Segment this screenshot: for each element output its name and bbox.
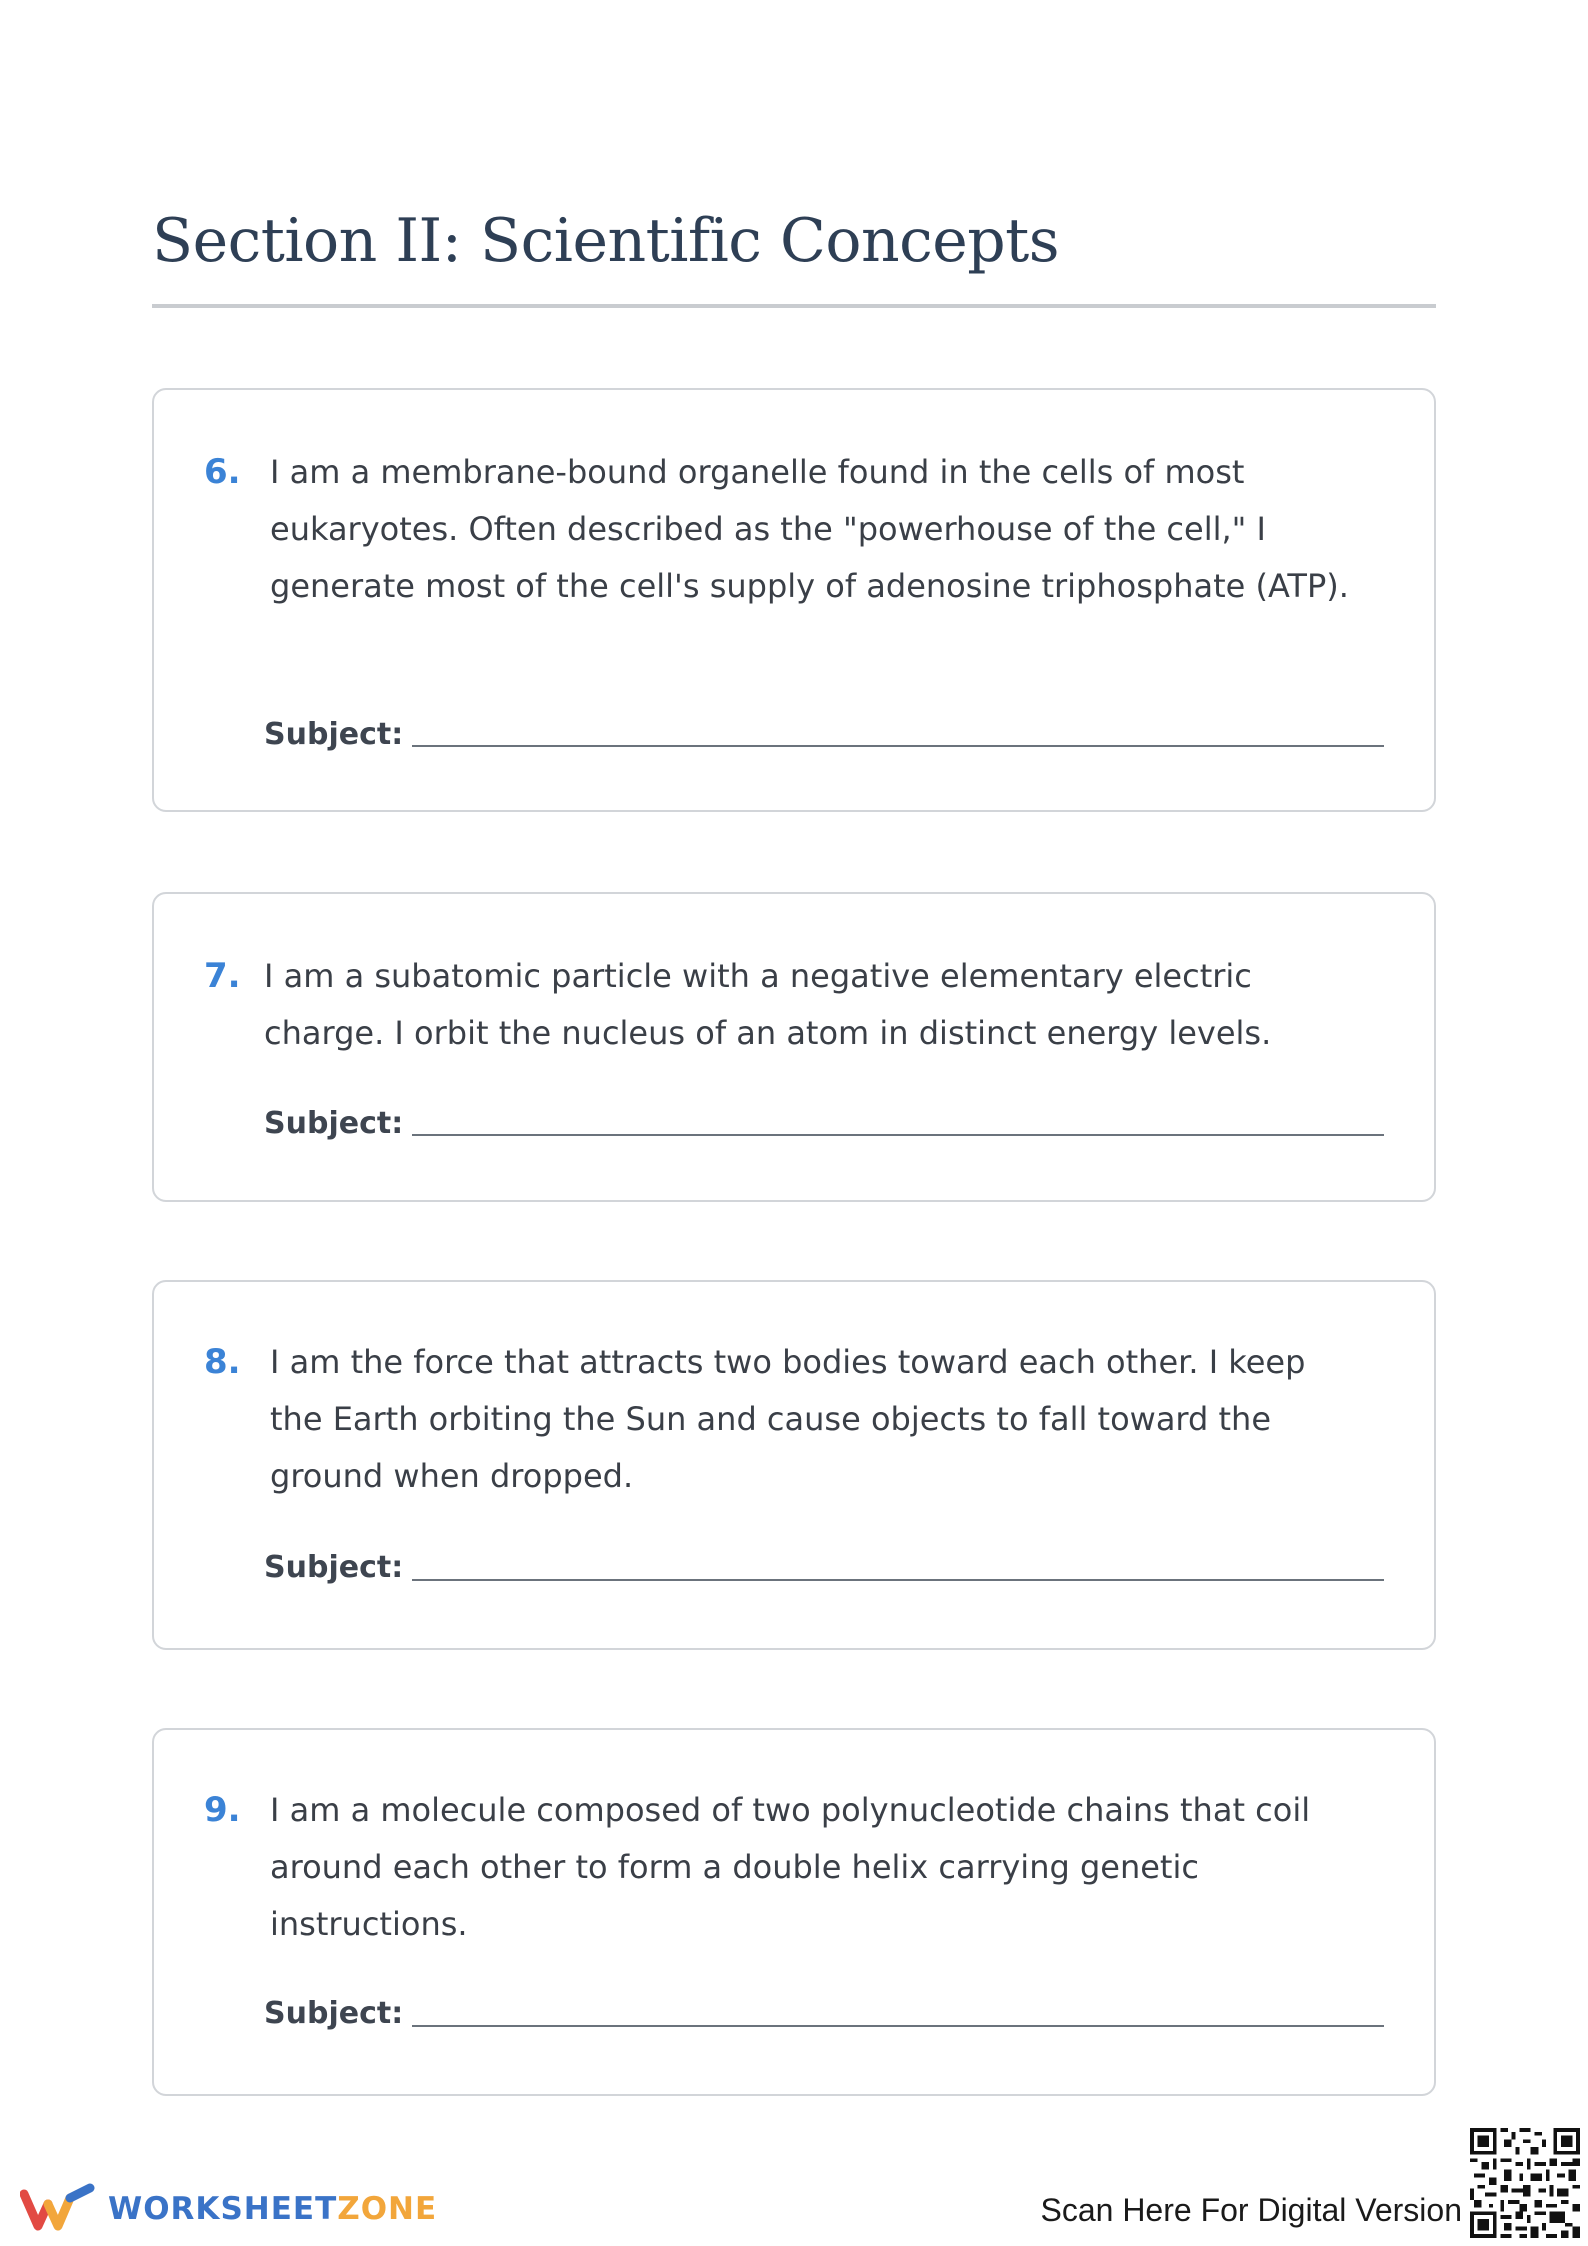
- question-number: 9.: [204, 1790, 241, 1830]
- subject-label: Subject:: [264, 1106, 404, 1141]
- subject-answer-line[interactable]: [412, 1134, 1384, 1136]
- subject-answer-line[interactable]: [412, 1579, 1384, 1581]
- brand-zone: ZONE: [337, 2191, 438, 2227]
- question-card-9: [152, 1728, 1436, 2096]
- question-number: 7.: [204, 956, 241, 996]
- question-number: 8.: [204, 1342, 241, 1382]
- title-divider: [152, 304, 1436, 308]
- question-text: I am a subatomic particle with a negative elementary electric charge. I orbit the nucleus of an atom in distinct energy levels.: [264, 957, 1272, 1052]
- question-card-6: [152, 388, 1436, 812]
- subject-label: Subject:: [264, 1996, 404, 2031]
- scan-instruction: Scan Here For Digital Version: [1040, 2192, 1462, 2228]
- section-title: Section II: Scientific Concepts: [152, 206, 1060, 276]
- subject-label: Subject:: [264, 1550, 404, 1585]
- worksheetzone-logo-icon: [20, 2180, 96, 2236]
- question-text: I am a membrane-bound organelle found in the cells of most eukaryotes. Often described as the "powerhouse of the cell," I generate most of the cell's supply of adenosine triphosphate (ATP).: [270, 453, 1349, 605]
- brand-worksheet: WORKSHEET: [108, 2191, 338, 2227]
- subject-answer-line[interactable]: [412, 745, 1384, 747]
- question-card-8: [152, 1280, 1436, 1650]
- question-text: I am a molecule composed of two polynucleotide chains that coil around each other to form a double helix carrying genetic instructions.: [270, 1791, 1311, 1943]
- qr-code-icon[interactable]: [1470, 2128, 1580, 2238]
- question-card-7: [152, 892, 1436, 1202]
- subject-answer-line[interactable]: [412, 2025, 1384, 2027]
- question-text: I am the force that attracts two bodies toward each other. I keep the Earth orbiting the Sun and cause objects to fall toward the ground when dropped.: [270, 1343, 1306, 1495]
- footer-brand: [108, 2190, 437, 2228]
- subject-label: Subject:: [264, 717, 404, 752]
- question-number: 6.: [204, 452, 241, 492]
